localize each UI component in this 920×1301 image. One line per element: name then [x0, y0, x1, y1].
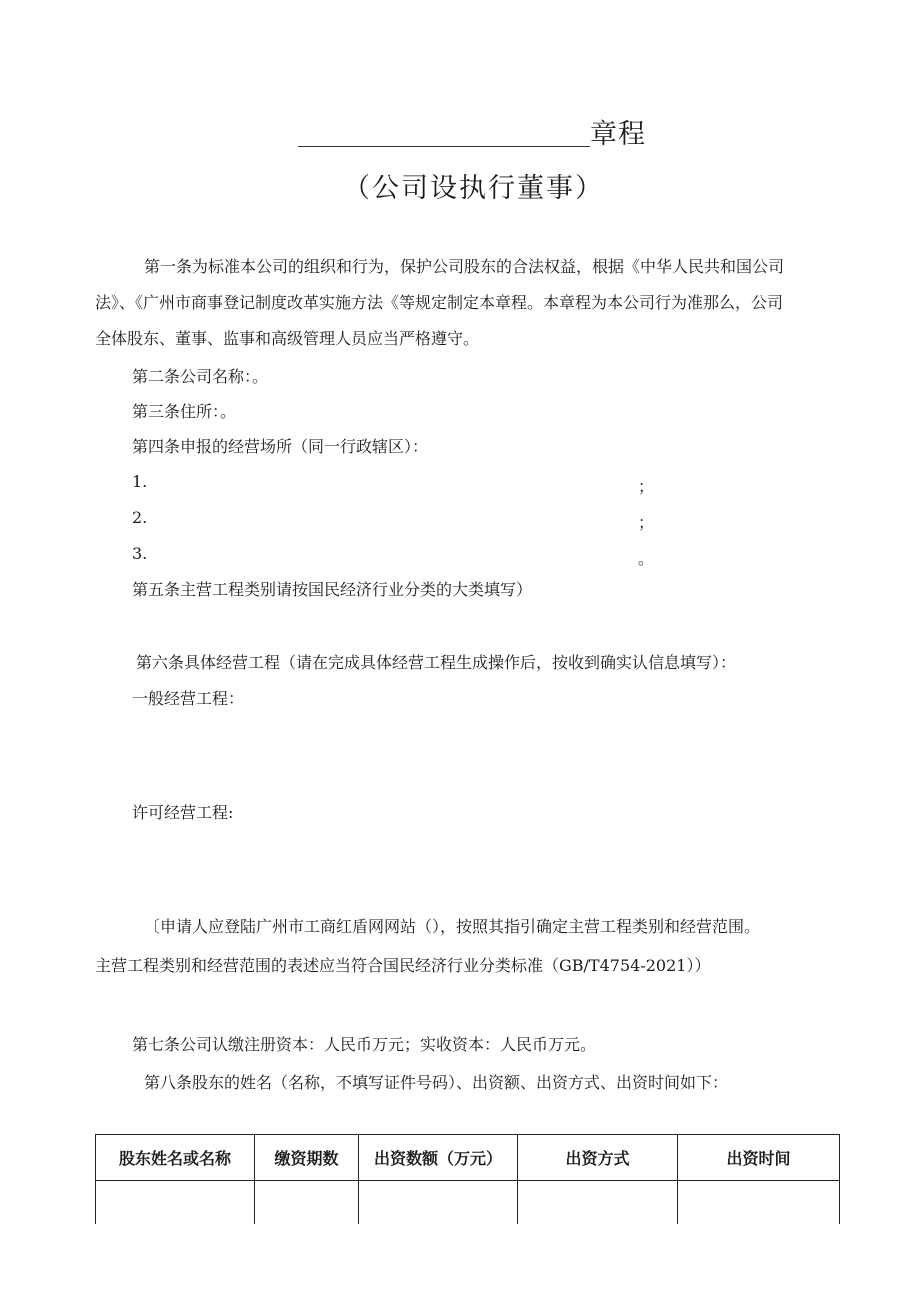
cell-shareholder-name[interactable] [96, 1181, 255, 1225]
article-6: 第六条具体经营工程（请在完成具体经营工程生成操作后，按收到确实认信息填写）： [136, 653, 737, 672]
article-1-line-2: 法》、《广州市商事登记制度改革实施方法《等规定制定本章程。本章程为本公司行为准那么，公司 [95, 293, 784, 312]
article-1-line-1: 第一条为标准本公司的组织和行为，保护公司股东的合法权益，根据《中华人民共和国公司 [144, 257, 785, 276]
header-contribution-time: 出资时间 [678, 1135, 840, 1181]
title-blank-line [298, 118, 590, 147]
general-business-label: 一般经营工程： [132, 689, 245, 708]
cell-contribution-amount[interactable] [359, 1181, 518, 1225]
cell-contribution-time[interactable] [678, 1181, 840, 1225]
article-4: 第四条申报的经营场所（同一行政辖区）： [132, 437, 429, 456]
place-item-1-end: ； [638, 477, 655, 496]
place-item-2-number: 2. [132, 508, 148, 527]
note-line-2: 主营工程类别和经营范围的表述应当符合国民经济行业分类标准（GB/T4754-2021）） [95, 956, 711, 975]
article-7: 第七条公司认缴注册资本：人民币万元；实收资本：人民币万元。 [132, 1035, 597, 1054]
title-suffix: 章程 [590, 119, 646, 150]
header-contribution-method: 出资方式 [518, 1135, 678, 1181]
header-payment-period: 缴资期数 [255, 1135, 359, 1181]
article-3: 第三条住所：。 [132, 402, 237, 421]
document-title [298, 112, 646, 151]
article-5: 第五条主营工程类别请按国民经济行业分类的大类填写） [132, 580, 533, 599]
place-item-3-end: 。 [638, 549, 655, 568]
shareholder-table [95, 1134, 840, 1224]
article-1-line-3: 全体股东、董事、监事和高级管理人员应当严格遵守。 [95, 329, 480, 348]
article-2: 第二条公司名称：。 [132, 367, 269, 386]
cell-payment-period[interactable] [255, 1181, 359, 1225]
place-item-2-end: ； [638, 513, 655, 532]
note-line-1: 〔申请人应登陆广州市工商红盾网网站（），按照其指引确定主营工程类别和经营范围。 [144, 917, 761, 936]
place-item-1-number: 1. [132, 472, 148, 491]
place-item-3-number: 3. [132, 544, 148, 563]
table-row [96, 1181, 840, 1225]
cell-contribution-method[interactable] [518, 1181, 678, 1225]
article-8: 第八条股东的姓名（名称，不填写证件号码）、出资额、出资方式、出资时间如下： [144, 1073, 729, 1092]
header-contribution-amount: 出资数额（万元） [359, 1135, 518, 1181]
document-subtitle: （公司设执行董事） [343, 173, 604, 204]
permit-business-label: 许可经营工程: [132, 803, 234, 822]
table-header-row [96, 1135, 840, 1181]
header-shareholder-name: 股东姓名或名称 [96, 1135, 255, 1181]
